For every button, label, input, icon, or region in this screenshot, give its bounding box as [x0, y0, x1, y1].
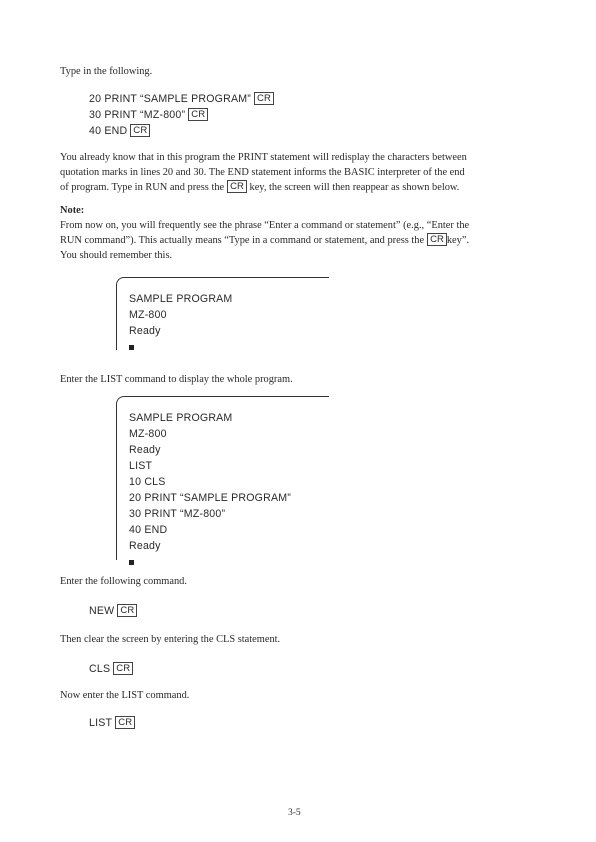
screen-line: Ready: [129, 540, 161, 552]
cursor-icon: [129, 345, 134, 350]
cr-key: CR: [130, 124, 150, 137]
screen-output-1: [116, 277, 329, 350]
code-text: CLS: [89, 663, 111, 675]
screen-output-2: [116, 396, 329, 560]
screen-line: 30 PRINT “MZ-800”: [129, 508, 226, 520]
cr-key: CR: [188, 108, 208, 121]
paragraph-line: [60, 233, 469, 248]
cursor-icon: [129, 560, 134, 565]
cursor-line: [129, 339, 232, 355]
text-fragment: of program. Type in RUN and press the: [60, 182, 225, 193]
cr-key: CR: [115, 716, 135, 729]
paragraph-line: From now on, you will frequently see the phrase “Enter a command or statement” (e.g., “Enter the: [60, 220, 470, 231]
page-number: 3-5: [288, 808, 301, 818]
cls-instruction: Then clear the screen by entering the CLS statement.: [60, 634, 281, 645]
screen-line: SAMPLE PROGRAM: [129, 293, 233, 305]
screen-content: [129, 410, 291, 570]
paragraph-line: You already know that in this program the PRINT statement will redisplay the characters between: [60, 152, 467, 163]
code-text: 20 PRINT “SAMPLE PROGRAM”: [89, 93, 251, 105]
cr-key: CR: [117, 604, 137, 617]
screen-line: 10 CLS: [129, 476, 166, 488]
text-fragment: RUN command”). This actually means “Type in a command or statement, and press the: [60, 235, 425, 246]
screen-line: 20 PRINT “SAMPLE PROGRAM”: [129, 492, 291, 504]
explanation-paragraph: [60, 150, 467, 195]
command-new: [89, 603, 137, 619]
screen-line: 40 END: [129, 524, 168, 536]
paragraph-line: quotation marks in lines 20 and 30. The END statement informs the BASIC interpreter of the end: [60, 167, 465, 178]
cr-key: CR: [113, 662, 133, 675]
program-listing: [89, 91, 274, 139]
code-text: LIST: [89, 717, 113, 729]
program-line: [89, 123, 274, 139]
program-line: [89, 91, 274, 107]
note-block: [60, 203, 469, 263]
screen-content: [129, 291, 232, 355]
cursor-line: [129, 554, 291, 570]
command-cls: [89, 661, 133, 677]
paragraph-line: [60, 180, 467, 195]
note-heading: Note:: [60, 205, 85, 216]
code-text: 40 END: [89, 125, 128, 137]
cr-key: CR: [227, 180, 247, 193]
screen-line: SAMPLE PROGRAM: [129, 412, 233, 424]
list-again-instruction: Now enter the LIST command.: [60, 690, 190, 701]
paragraph-line: You should remember this.: [60, 250, 173, 261]
command-list: [89, 715, 135, 731]
intro-text: Type in the following.: [60, 66, 153, 77]
screen-line: MZ-800: [129, 309, 167, 321]
code-text: 30 PRINT “MZ-800”: [89, 109, 186, 121]
list-instruction: Enter the LIST command to display the whole program.: [60, 374, 293, 385]
screen-line: LIST: [129, 460, 153, 472]
cr-key: CR: [427, 233, 447, 246]
program-line: [89, 107, 274, 123]
code-text: NEW: [89, 605, 115, 617]
screen-line: MZ-800: [129, 428, 167, 440]
follow-instruction: Enter the following command.: [60, 576, 187, 587]
text-fragment: key, the screen will then reappear as shown below.: [249, 182, 460, 193]
cr-key: CR: [254, 92, 274, 105]
screen-line: Ready: [129, 325, 161, 337]
text-fragment: key”.: [446, 235, 470, 246]
screen-line: Ready: [129, 444, 161, 456]
